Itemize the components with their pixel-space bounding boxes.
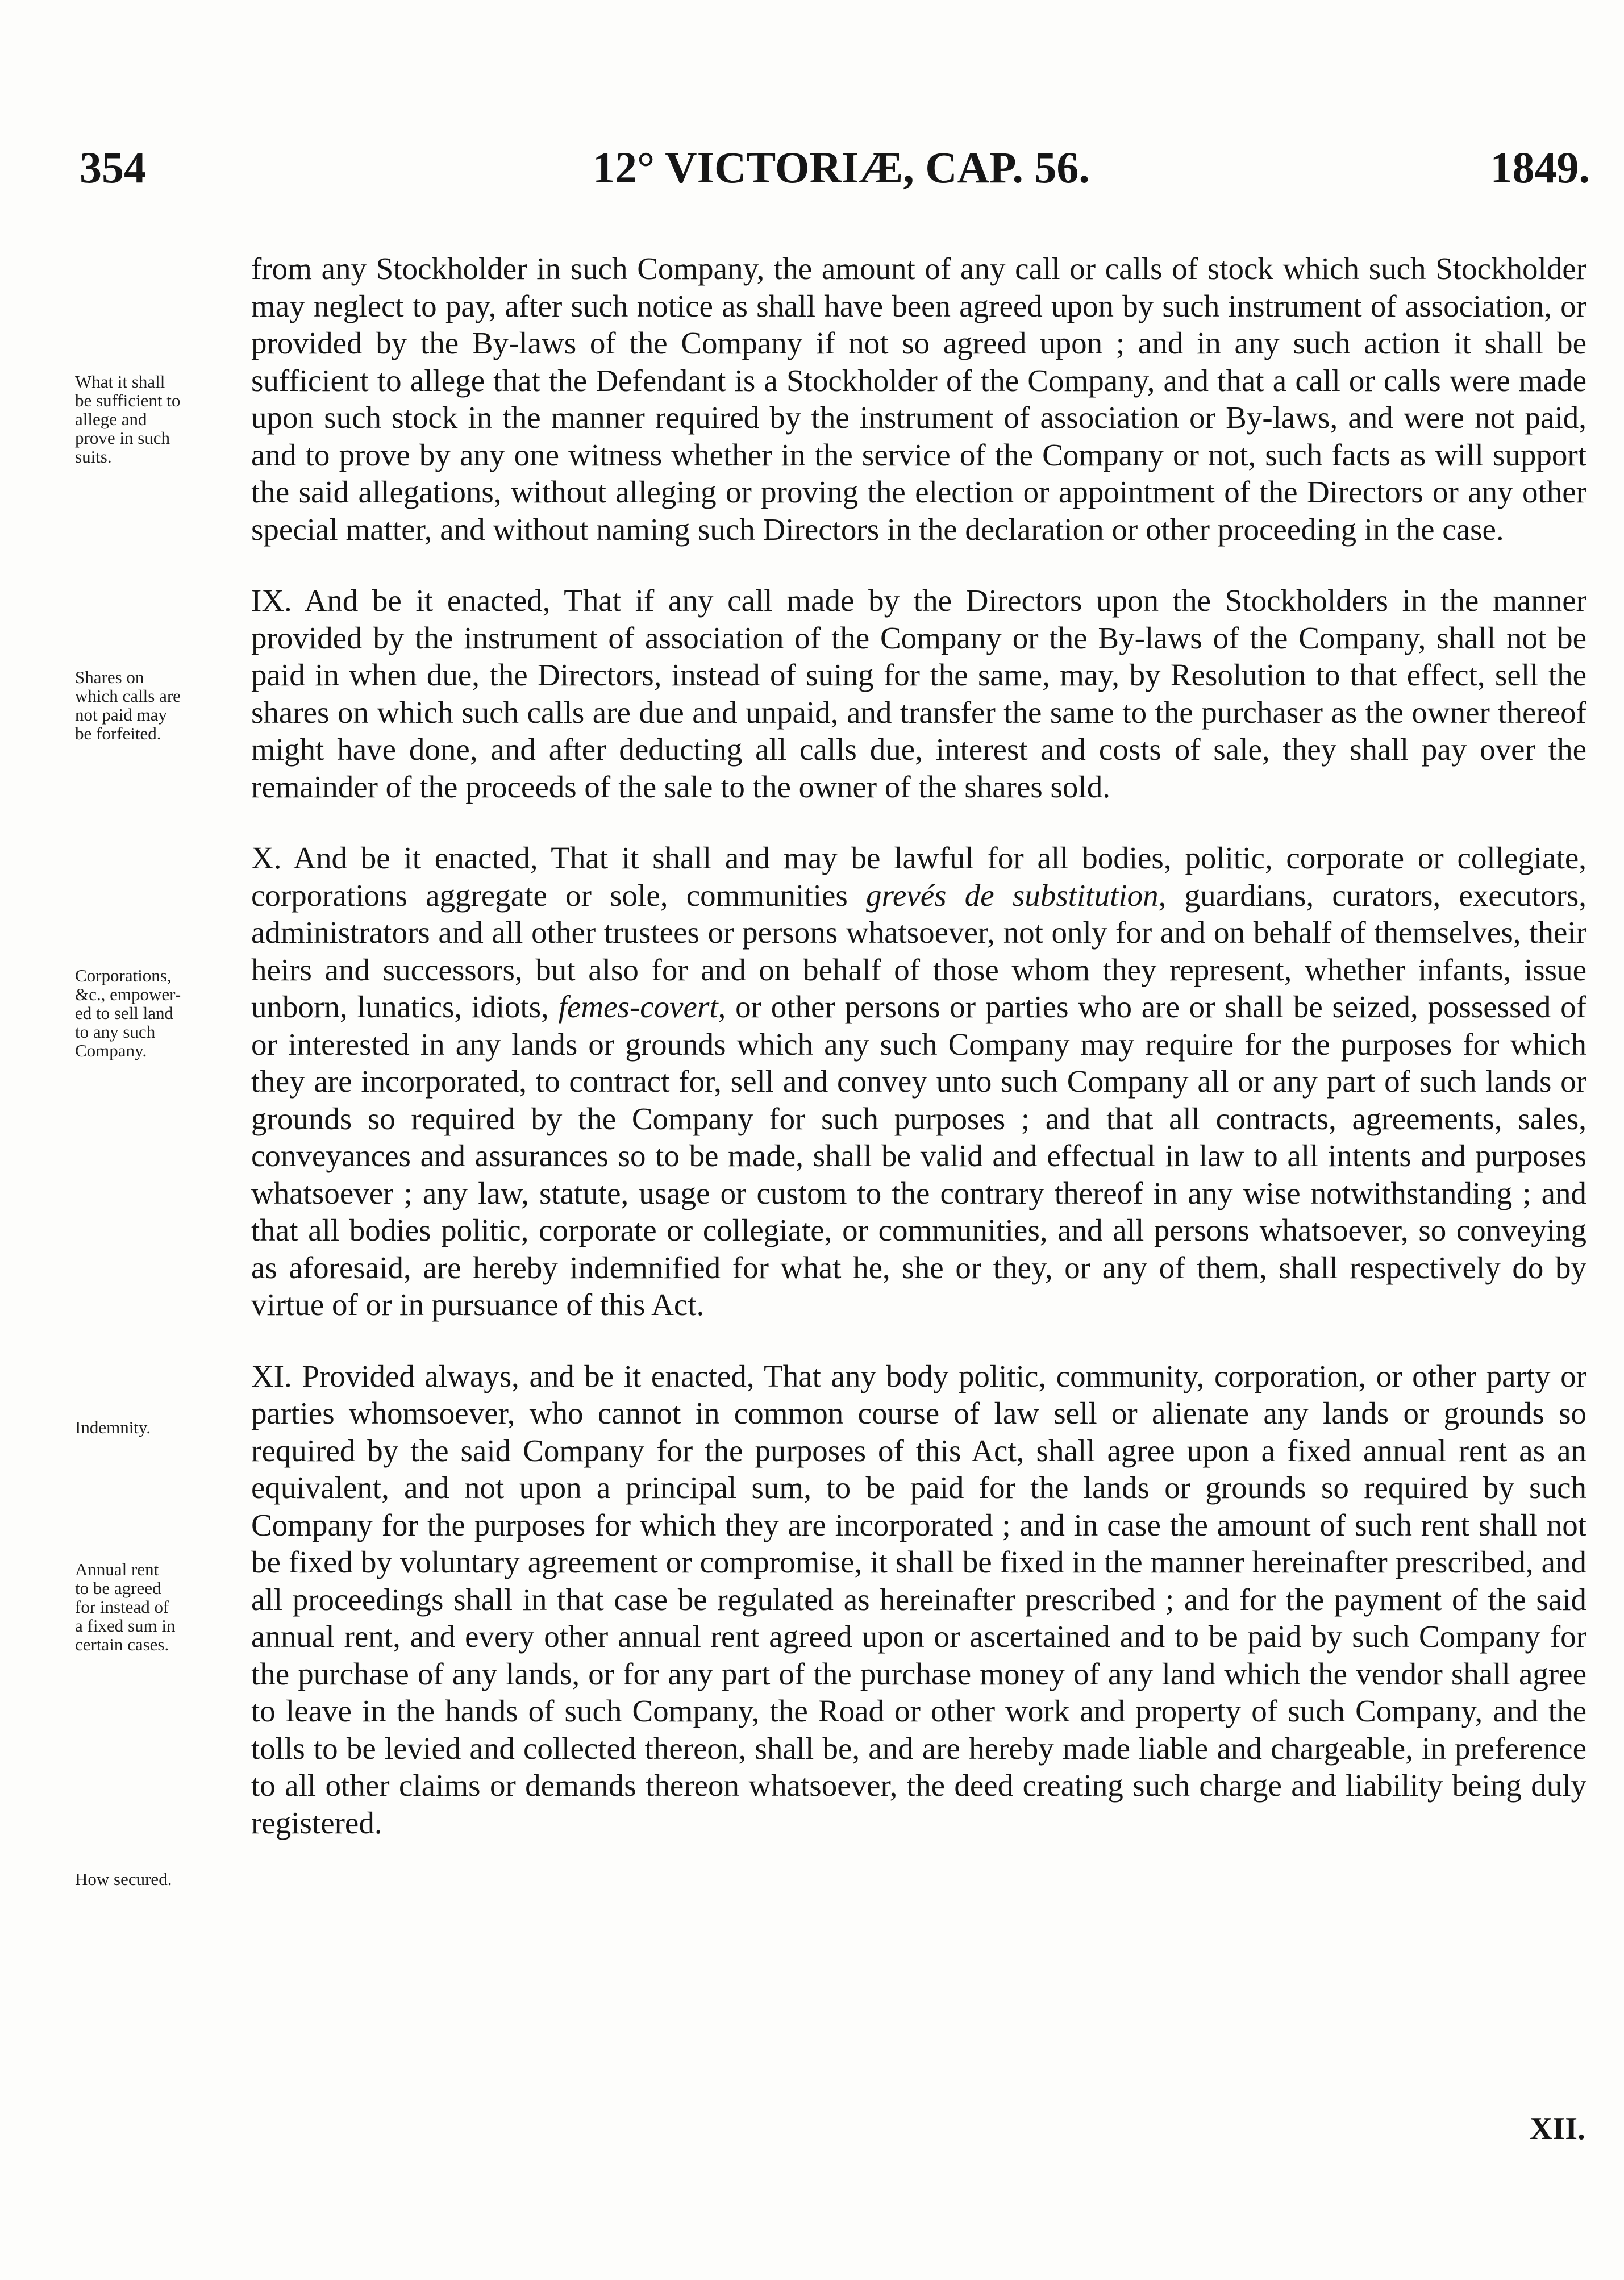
margin-note-how-secured: How secured.	[75, 1869, 172, 1889]
margin-note-corporations: Corporations, &c., empower- ed to sell land to any such Company.	[75, 966, 181, 1060]
margin-note-forfeited: Shares on which calls are not paid may be forfeited.	[75, 667, 181, 743]
margin-note-allege: What it shall be sufficient to allege and prove in such suits.	[75, 372, 181, 467]
section-x-italic-2: femes-covert	[558, 989, 718, 1024]
running-head	[0, 0, 1624, 227]
margin-note-annual-rent: Annual rent to be agreed for instead of a fixed sum in certain cases.	[75, 1559, 176, 1654]
statute-title: 12° VICTORIÆ, CAP. 56.	[593, 143, 1090, 192]
paragraph-continuation: from any Stockholder in such Company, the amount of any call or calls of stock which such Stockholder may neglect to pay, after such notice as shall have been agreed upon by such instrument of association, or provided by the By-laws of the Company if not so agreed upon ; and in any such action it shall be sufficient to allege that the Defendant is a Stockholder of the Company, and that a call or calls were made upon such stock in the manner required by the instrument of association or By-laws, and were not paid, and to prove by any one witness whether in the service of the Company or not, such facts as will support the said allegations, without alleging or proving the election or appointment of the Directors or any other special matter, and without naming such Directors in the declaration or other proceeding in the case.	[251, 251, 1586, 547]
section-x	[251, 839, 1586, 1324]
year: 1849.	[1490, 143, 1590, 192]
section-ix: IX. And be it enacted, That if any call made by the Directors upon the Stockholders in the manner provided by the instrument of association of the Company or the By-laws of the Company, shall not be paid in when due, the Directors, instead of suing for the same, may, by Resolution to that effect, sell the shares on which such calls are due and unpaid, and transfer the same to the purchaser as the owner thereof might have done, and after deducting all calls due, interest and costs of sale, they shall pay over the remainder of the proceeds of the sale to the owner of the shares sold.	[251, 583, 1586, 804]
catchword: XII.	[1529, 2111, 1585, 2146]
page-number: 354	[80, 143, 146, 192]
body-text	[251, 250, 1586, 1841]
section-xi: XI. Provided always, and be it enacted, That any body politic, community, corporation, or other party or parties whomsoever, who cannot in common course of law sell or alienate any lands or grounds so required by the said Company for the purposes of this Act, shall agree upon a fixed annual rent as an equivalent, and not upon a principal sum, to be paid for the lands or grounds so required by such Company for the purposes for which they are incorporated ; and in case the amount of such rent shall not be fixed by voluntary agreement or compromise, it shall be fixed in the manner hereinafter prescribed, and all proceedings shall in that case be regulated as hereinafter prescribed ; and for the payment of the said annual rent, and every other annual rent agreed upon or ascertained and to be paid by such Company for the purchase of any lands, or for any part of the purchase money of any land which the vendor shall agree to leave in the hands of such Company, the Road or other work and property of such Company, and the tolls to be levied and collected thereon, shall be, and are hereby made liable and chargeable, in preference to all other claims or demands thereon whatsoever, the deed creating such charge and liability being duly registered.	[251, 1358, 1586, 1840]
section-x-text-3: , or other persons or parties who are or shall be seized, possessed of or interested in any lands or grounds which any such Company may require for the purposes for which they are incorporated, to contract for, sell and convey unto such Company all or any part of such lands or grounds so required by the Company for such purposes ; and that all contracts, agreements, sales, conveyances and assurances so to be made, shall be valid and effectual in law to all intents and purposes whatsoever ; any law, statute, usage or custom to the contrary thereof in any wise notwithstanding ; and that all bodies politic, corporate or collegiate, or communities, and all persons whatsoever, so conveying as aforesaid, are hereby indemnified for what he, she or they, or any of them, shall respectively do by virtue of or in pursuance of this Act.	[251, 989, 1586, 1322]
section-x-italic-1: grevés de substitution	[866, 877, 1159, 913]
margin-note-indemnity: Indemnity.	[75, 1417, 151, 1437]
section-x-text-2: , guardians, curators, executors, administrators and all other trustees or persons whatsoever, not only for and on behalf of themselves, their heirs and successors, but also for and on behalf of those whom they represent, whether infants, issue unborn, lunatics, idiots,	[251, 877, 1586, 1024]
section-x-text-1: X. And be it enacted, That it shall and may be lawful for all bodies, politic, corporate or collegiate, corporations aggregate or sole, communities	[251, 841, 1586, 913]
